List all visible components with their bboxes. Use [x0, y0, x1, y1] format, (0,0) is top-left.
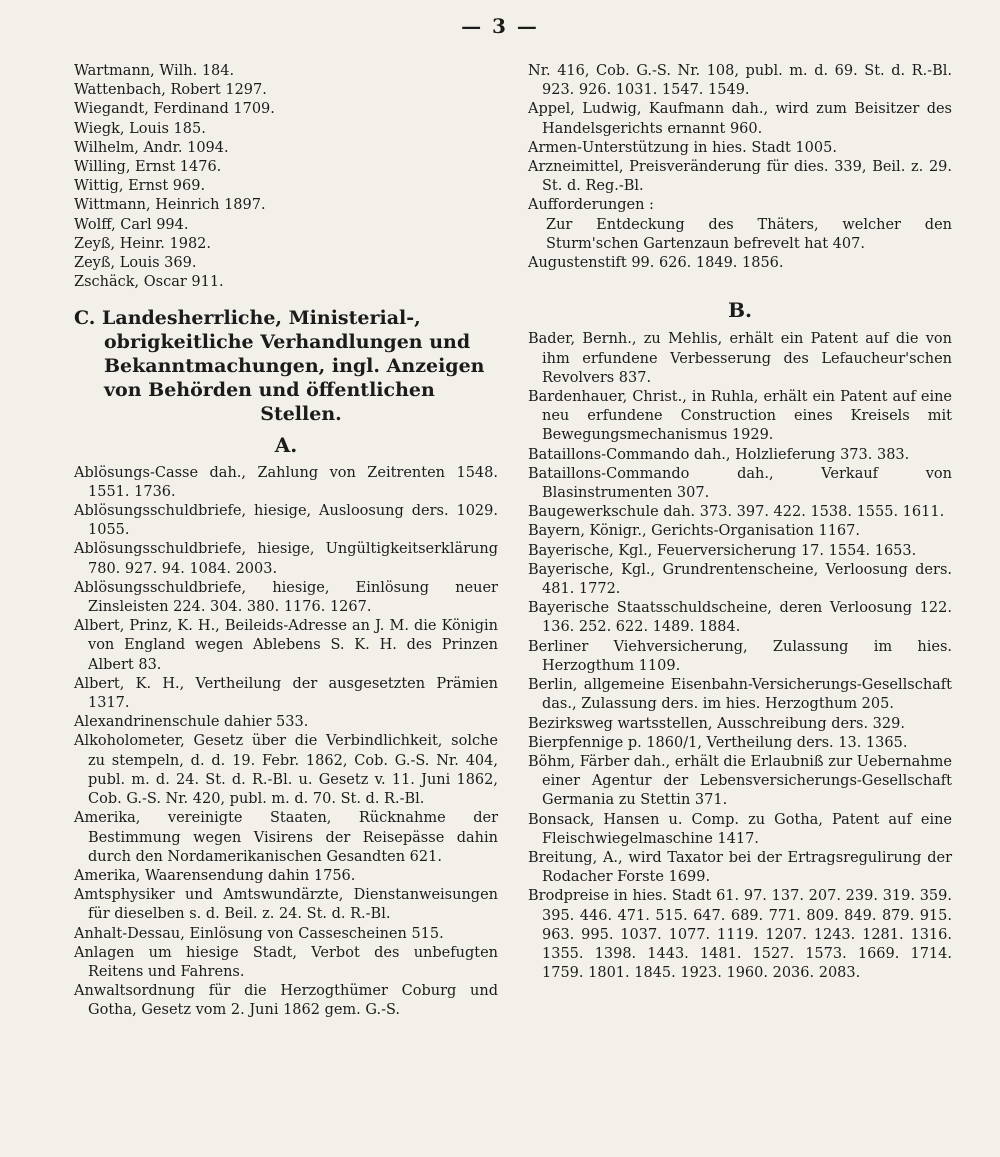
- entry-list-b: [528, 330, 952, 983]
- section-heading-main: C. Landesherrliche, Ministerial-, obrigkeitliche Verhandlungen und Bekanntmachungen, ingl. Anzeigen von Behörden und öffentlichen: [74, 307, 485, 402]
- index-entry: Wiegk, Louis 185.: [74, 120, 206, 137]
- entry-list-a: [74, 464, 498, 1021]
- section-heading: [74, 306, 498, 426]
- index-entry: Zschäck, Oscar 911.: [74, 274, 224, 291]
- index-entry: Baugewerkschule dah. 373. 397. 422. 1538. 1555. 1611.: [528, 504, 945, 521]
- index-entry: Ablösungsschuldbriefe, hiesige, Ausloosung ders. 1029. 1055.: [74, 503, 498, 539]
- index-entry: Ablösungsschuldbriefe, hiesige, Ungültigkeitserklärung 780. 927. 94. 1084. 2003.: [74, 541, 498, 577]
- index-entry: Bayerische, Kgl., Feuerversicherung 17. 1554. 1653.: [528, 542, 917, 559]
- index-entry: Albert, K. H., Vertheilung der ausgesetzten Prämien 1317.: [74, 675, 498, 712]
- index-entry: Wartmann, Wilh. 184.: [74, 63, 235, 79]
- index-entry: Brodpreise in hies. Stadt 61. 97. 137. 207. 239. 319. 359. 395. 446. 471. 515. 647. 689. 771. 809. 849. 879. 915. 963. 995. 1037. 1077. 1119. 1207. 1243. 1281. 1316. 1355. 1398. 1443. 1481. 1527. 1573. 1669. 1714. 1759. 1801. 1845. 1923. 1960. 2036. 2083.: [528, 888, 952, 982]
- index-entry: Anlagen um hiesige Stadt, Verbot des unbefugten Reitens und Fahrens.: [74, 944, 498, 980]
- index-entry: Wolff, Carl 994.: [74, 216, 189, 233]
- index-entry: Aufforderungen :: [528, 197, 654, 214]
- index-entry: Berliner Viehversicherung, Zulassung im hies. Herzogthum 1109.: [528, 638, 952, 674]
- index-entry: Bayerische Staatsschuldscheine, deren Verloosung 122. 136. 252. 622. 1489. 1884.: [528, 600, 952, 636]
- index-entry: Bataillons-Commando dah., Verkauf von Blasinstrumenten 307.: [528, 465, 952, 502]
- page-number: — 3 —: [461, 14, 539, 38]
- index-entry: Wilhelm, Andr. 1094.: [74, 139, 229, 156]
- index-entry: Wattenbach, Robert 1297.: [74, 82, 267, 99]
- index-entry: Wittmann, Heinrich 1897.: [74, 197, 266, 214]
- index-entry: Willing, Ernst 1476.: [74, 159, 222, 176]
- index-entry: Augustenstift 99. 626. 1849. 1856.: [528, 255, 784, 272]
- index-entry: Ablösungsschuldbriefe, hiesige, Einlösung neuer Zinsleisten 224. 304. 380. 1176. 1267.: [74, 579, 498, 616]
- letter-heading-b: B.: [728, 298, 752, 323]
- index-entry: Bierpfennige p. 1860/1, Vertheilung ders. 13. 1365.: [528, 734, 908, 751]
- index-entry: Alkoholometer, Gesetz über die Verbindlichkeit, solche zu stempeln, d. d. 19. Febr. 1862, Cob. G.-S. Nr. 404, publ. m. d. 24. St. d. R.-Bl. u. Gesetz v. 11. Juni 1862, Cob. G.-S. Nr. 420, publ. m. d. 70. St. d. R.-Bl.: [74, 733, 498, 808]
- index-entry: Zeyß, Heinr. 1982.: [74, 235, 212, 252]
- index-entry: Breitung, A., wird Taxator bei der Ertragsregulirung der Rodacher Forste 1699.: [528, 849, 952, 886]
- index-entry: Alexandrinenschule dahier 533.: [74, 714, 309, 731]
- index-entry: Armen-Unterstützung in hies. Stadt 1005.: [528, 139, 837, 156]
- index-entry: Albert, Prinz, K. H., Beileids-Adresse an J. M. die Königin von England wegen Ablebens S. K. H. des Prinzen Albert 83.: [74, 618, 498, 673]
- index-entry: Anhalt-Dessau, Einlösung von Cassescheinen 515.: [74, 925, 444, 942]
- continued-entry: Nr. 416, Cob. G.-S. Nr. 108, publ. m. d. 69. St. d. R.-Bl. 923. 926. 1031. 1547. 1549.: [528, 63, 952, 99]
- index-entry: Ablösungs-Casse dah., Zahlung von Zeitrenten 1548. 1551. 1736.: [74, 464, 498, 500]
- index-entry: Appel, Ludwig, Kaufmann dah., wird zum Beisitzer des Handelsgerichts ernannt 960.: [528, 101, 952, 137]
- index-entry: Bayern, Königr., Gerichts-Organisation 1167.: [528, 523, 860, 540]
- entry-list-a-cont: [528, 100, 952, 215]
- index-entry: Amerika, vereinigte Staaten, Rücknahme der Bestimmung wegen Visirens der Reisepässe dahin durch den Nordamerikanischen Gesandten 621.: [74, 810, 498, 865]
- index-entry: Bataillons-Commando dah., Holzlieferung 373. 383.: [528, 446, 910, 463]
- left-column: [74, 62, 498, 1021]
- letter-heading-a: A.: [274, 433, 298, 458]
- entry-list-a-end: [528, 254, 952, 273]
- right-column: [528, 62, 952, 983]
- name-list: [74, 62, 498, 292]
- index-entry: Bonsack, Hansen u. Comp. zu Gotha, Patent auf eine Fleischwiegelmaschine 1417.: [528, 811, 952, 847]
- index-entry: Wiegandt, Ferdinand 1709.: [74, 101, 275, 118]
- index-entry: Amtsphysiker und Amtswundärzte, Dienstanweisungen für dieselben s. d. Beil. z. 24. St. d. R.-Bl.: [74, 887, 498, 923]
- section-heading-tail: Stellen.: [260, 403, 342, 426]
- index-entry: Bardenhauer, Christ., in Ruhla, erhält ein Patent auf eine neu erfundene Construction eines Kreisels mit Bewegungsmechanismus 1929.: [528, 389, 952, 444]
- index-entry: Bezirksweg wartsstellen, Ausschreibung ders. 329.: [528, 715, 905, 732]
- index-entry: Bayerische, Kgl., Grundrentenscheine, Verloosung ders. 481. 1772.: [528, 561, 952, 598]
- sub-entry: Zur Entdeckung des Thäters, welcher den Sturm'schen Gartenzaun befrevelt hat 407.: [546, 216, 952, 252]
- index-entry: Wittig, Ernst 969.: [74, 178, 206, 195]
- index-entry: Bader, Bernh., zu Mehlis, erhält ein Patent auf die von ihm erfundene Verbesserung des Lefaucheur'schen Revolvers 837.: [528, 331, 952, 386]
- index-entry: Berlin, allgemeine Eisenbahn-Versicherungs-Gesellschaft das., Zulassung ders. im hies. Herzogthum 205.: [528, 677, 952, 713]
- index-entry: Arzneimittel, Preisveränderung für dies. 339, Beil. z. 29. St. d. Reg.-Bl.: [528, 159, 952, 195]
- index-entry: Amerika, Waarensendung dahin 1756.: [74, 867, 356, 884]
- index-entry: Zeyß, Louis 369.: [74, 255, 197, 272]
- index-entry: Anwaltsordnung für die Herzogthümer Coburg und Gotha, Gesetz vom 2. Juni 1862 gem. G.-S.: [74, 983, 498, 1019]
- index-entry: Böhm, Färber dah., erhält die Erlaubniß zur Uebernahme einer Agentur der Lebensversicherungs-Gesellschaft Germania zu Stettin 371.: [528, 753, 952, 809]
